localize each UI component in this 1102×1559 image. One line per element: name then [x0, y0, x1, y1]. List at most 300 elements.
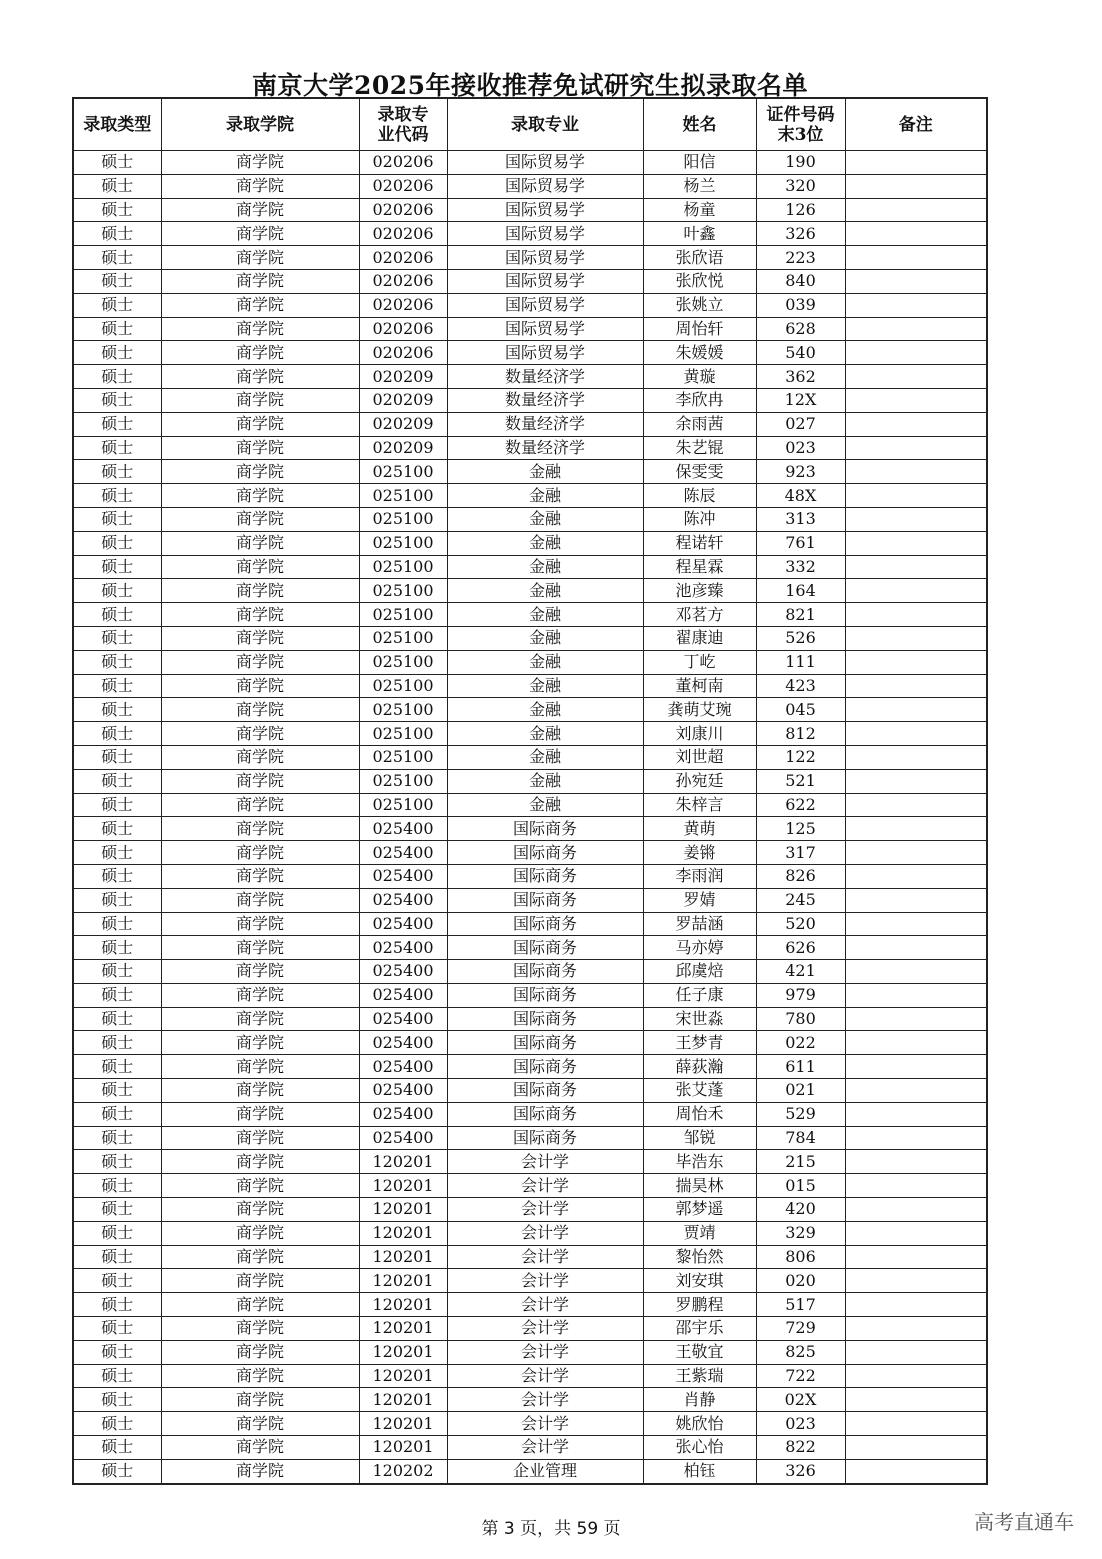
cell-admission-type: 硕士	[73, 1293, 161, 1317]
cell-college: 商学院	[161, 246, 359, 270]
cell-major-code: 020206	[359, 246, 447, 270]
cell-id-suffix: 622	[756, 793, 845, 817]
cell-name: 贾靖	[643, 1221, 756, 1245]
table-row	[73, 983, 987, 1007]
cell-college: 商学院	[161, 960, 359, 984]
cell-major-code: 025400	[359, 983, 447, 1007]
cell-id-suffix: 821	[756, 603, 845, 627]
cell-admission-type: 硕士	[73, 626, 161, 650]
header-major-code-label: 录取专业代码	[377, 104, 429, 145]
cell-major: 金融	[447, 745, 643, 769]
cell-remarks	[845, 269, 987, 293]
table-row	[73, 1126, 987, 1150]
cell-remarks	[845, 864, 987, 888]
cell-major: 国际商务	[447, 1007, 643, 1031]
cell-college: 商学院	[161, 1174, 359, 1198]
cell-id-suffix: 923	[756, 460, 845, 484]
cell-college: 商学院	[161, 1102, 359, 1126]
cell-name: 张心怡	[643, 1436, 756, 1460]
cell-major-code: 025100	[359, 555, 447, 579]
cell-remarks	[845, 1198, 987, 1222]
cell-id-suffix: 329	[756, 1221, 845, 1245]
cell-id-suffix: 023	[756, 1412, 845, 1436]
cell-id-suffix: 313	[756, 507, 845, 531]
cell-major: 金融	[447, 650, 643, 674]
cell-admission-type: 硕士	[73, 531, 161, 555]
cell-college: 商学院	[161, 1245, 359, 1269]
cell-name: 黄璇	[643, 365, 756, 389]
cell-admission-type: 硕士	[73, 983, 161, 1007]
cell-major-code: 020209	[359, 365, 447, 389]
cell-major: 国际商务	[447, 817, 643, 841]
table-row	[73, 555, 987, 579]
cell-major: 国际贸易学	[447, 317, 643, 341]
cell-remarks	[845, 960, 987, 984]
cell-id-suffix: 023	[756, 436, 845, 460]
cell-major-code: 025400	[359, 1102, 447, 1126]
cell-id-suffix: 164	[756, 579, 845, 603]
cell-major: 国际商务	[447, 1055, 643, 1079]
cell-college: 商学院	[161, 1126, 359, 1150]
cell-major: 数量经济学	[447, 365, 643, 389]
cell-id-suffix: 611	[756, 1055, 845, 1079]
cell-admission-type: 硕士	[73, 341, 161, 365]
cell-admission-type: 硕士	[73, 579, 161, 603]
cell-major: 金融	[447, 674, 643, 698]
footer-middle: 页，共	[520, 1519, 572, 1539]
table-row	[73, 507, 987, 531]
header-major-code	[359, 98, 447, 151]
cell-name: 任子康	[643, 983, 756, 1007]
table-row	[73, 1269, 987, 1293]
cell-major: 金融	[447, 603, 643, 627]
cell-name: 刘世超	[643, 745, 756, 769]
cell-major-code: 120201	[359, 1293, 447, 1317]
cell-admission-type: 硕士	[73, 650, 161, 674]
cell-admission-type: 硕士	[73, 1174, 161, 1198]
cell-admission-type: 硕士	[73, 1436, 161, 1460]
cell-name: 罗婧	[643, 888, 756, 912]
cell-major-code: 025100	[359, 698, 447, 722]
cell-major-code: 020209	[359, 436, 447, 460]
cell-id-suffix: 784	[756, 1126, 845, 1150]
cell-major-code: 025100	[359, 674, 447, 698]
cell-remarks	[845, 1174, 987, 1198]
cell-major-code: 120201	[359, 1412, 447, 1436]
cell-major-code: 020206	[359, 269, 447, 293]
table-row	[73, 650, 987, 674]
cell-major: 会计学	[447, 1388, 643, 1412]
cell-admission-type: 硕士	[73, 793, 161, 817]
cell-major: 国际商务	[447, 983, 643, 1007]
cell-major: 会计学	[447, 1245, 643, 1269]
cell-college: 商学院	[161, 1436, 359, 1460]
cell-name: 李欣冉	[643, 388, 756, 412]
cell-major: 国际商务	[447, 1079, 643, 1103]
cell-admission-type: 硕士	[73, 151, 161, 175]
cell-id-suffix: 540	[756, 341, 845, 365]
cell-major: 国际贸易学	[447, 341, 643, 365]
header-major: 录取专业	[447, 98, 643, 151]
cell-major: 金融	[447, 555, 643, 579]
cell-remarks	[845, 603, 987, 627]
cell-id-suffix: 326	[756, 222, 845, 246]
cell-remarks	[845, 793, 987, 817]
cell-college: 商学院	[161, 269, 359, 293]
cell-major-code: 025100	[359, 722, 447, 746]
cell-name: 王敬宜	[643, 1340, 756, 1364]
cell-name: 朱媛媛	[643, 341, 756, 365]
cell-major: 数量经济学	[447, 436, 643, 460]
cell-id-suffix: 729	[756, 1317, 845, 1341]
header-college: 录取学院	[161, 98, 359, 151]
admission-table	[72, 97, 988, 1485]
cell-name: 陈辰	[643, 484, 756, 508]
cell-college: 商学院	[161, 1198, 359, 1222]
cell-college: 商学院	[161, 412, 359, 436]
cell-admission-type: 硕士	[73, 960, 161, 984]
cell-name: 程星霖	[643, 555, 756, 579]
cell-college: 商学院	[161, 1459, 359, 1483]
cell-name: 肖静	[643, 1388, 756, 1412]
cell-major: 会计学	[447, 1317, 643, 1341]
cell-remarks	[845, 1317, 987, 1341]
cell-college: 商学院	[161, 674, 359, 698]
cell-college: 商学院	[161, 1293, 359, 1317]
cell-name: 朱梓言	[643, 793, 756, 817]
cell-college: 商学院	[161, 793, 359, 817]
cell-major: 国际贸易学	[447, 222, 643, 246]
cell-major: 金融	[447, 507, 643, 531]
cell-name: 姜锵	[643, 841, 756, 865]
table-row	[73, 579, 987, 603]
cell-id-suffix: 12X	[756, 388, 845, 412]
cell-major: 国际商务	[447, 864, 643, 888]
cell-name: 邱虞焙	[643, 960, 756, 984]
cell-major-code: 120201	[359, 1221, 447, 1245]
footer-total-pages: 59	[576, 1519, 599, 1539]
cell-admission-type: 硕士	[73, 1340, 161, 1364]
table-row	[73, 722, 987, 746]
cell-major: 会计学	[447, 1174, 643, 1198]
cell-remarks	[845, 1293, 987, 1317]
cell-major: 会计学	[447, 1269, 643, 1293]
cell-major-code: 025100	[359, 603, 447, 627]
cell-remarks	[845, 626, 987, 650]
cell-major-code: 025400	[359, 1079, 447, 1103]
cell-id-suffix: 812	[756, 722, 845, 746]
cell-id-suffix: 806	[756, 1245, 845, 1269]
cell-college: 商学院	[161, 817, 359, 841]
cell-admission-type: 硕士	[73, 1031, 161, 1055]
cell-admission-type: 硕士	[73, 555, 161, 579]
cell-major: 金融	[447, 531, 643, 555]
table-row	[73, 936, 987, 960]
cell-id-suffix: 780	[756, 1007, 845, 1031]
cell-college: 商学院	[161, 603, 359, 627]
cell-id-suffix: 825	[756, 1340, 845, 1364]
cell-id-suffix: 521	[756, 769, 845, 793]
cell-remarks	[845, 650, 987, 674]
cell-major-code: 120201	[359, 1245, 447, 1269]
table-row	[73, 888, 987, 912]
cell-remarks	[845, 484, 987, 508]
cell-remarks	[845, 888, 987, 912]
cell-admission-type: 硕士	[73, 174, 161, 198]
cell-college: 商学院	[161, 1031, 359, 1055]
cell-name: 周怡轩	[643, 317, 756, 341]
cell-id-suffix: 722	[756, 1364, 845, 1388]
cell-name: 罗鹏程	[643, 1293, 756, 1317]
cell-college: 商学院	[161, 436, 359, 460]
cell-remarks	[845, 983, 987, 1007]
cell-id-suffix: 190	[756, 151, 845, 175]
footer-page-number: 3	[503, 1519, 515, 1539]
cell-id-suffix: 822	[756, 1436, 845, 1460]
cell-college: 商学院	[161, 1317, 359, 1341]
cell-college: 商学院	[161, 460, 359, 484]
table-row	[73, 436, 987, 460]
table-row	[73, 1364, 987, 1388]
table-row	[73, 151, 987, 175]
cell-admission-type: 硕士	[73, 1459, 161, 1483]
cell-major-code: 025100	[359, 626, 447, 650]
cell-admission-type: 硕士	[73, 1198, 161, 1222]
cell-remarks	[845, 460, 987, 484]
table-row	[73, 484, 987, 508]
cell-major-code: 120201	[359, 1317, 447, 1341]
cell-admission-type: 硕士	[73, 198, 161, 222]
cell-major-code: 025400	[359, 936, 447, 960]
cell-remarks	[845, 246, 987, 270]
cell-college: 商学院	[161, 1412, 359, 1436]
cell-name: 叶鑫	[643, 222, 756, 246]
cell-remarks	[845, 1079, 987, 1103]
header-id-suffix	[756, 98, 845, 151]
cell-name: 张欣悦	[643, 269, 756, 293]
table-row	[73, 1031, 987, 1055]
cell-major: 国际贸易学	[447, 174, 643, 198]
cell-admission-type: 硕士	[73, 603, 161, 627]
cell-name: 阳信	[643, 151, 756, 175]
header-admission-type: 录取类型	[73, 98, 161, 151]
cell-admission-type: 硕士	[73, 1079, 161, 1103]
cell-remarks	[845, 1412, 987, 1436]
cell-major-code: 120201	[359, 1340, 447, 1364]
cell-remarks	[845, 151, 987, 175]
cell-college: 商学院	[161, 888, 359, 912]
cell-major-code: 020206	[359, 317, 447, 341]
cell-major: 金融	[447, 769, 643, 793]
cell-remarks	[845, 1364, 987, 1388]
cell-name: 杨童	[643, 198, 756, 222]
cell-college: 商学院	[161, 650, 359, 674]
cell-remarks	[845, 1269, 987, 1293]
table-row	[73, 1221, 987, 1245]
table-row	[73, 1436, 987, 1460]
cell-major-code: 025400	[359, 888, 447, 912]
cell-college: 商学院	[161, 1221, 359, 1245]
table-row	[73, 269, 987, 293]
cell-name: 邓茗方	[643, 603, 756, 627]
cell-admission-type: 硕士	[73, 222, 161, 246]
cell-name: 姚欣怡	[643, 1412, 756, 1436]
cell-name: 刘安琪	[643, 1269, 756, 1293]
cell-name: 柏钰	[643, 1459, 756, 1483]
cell-college: 商学院	[161, 531, 359, 555]
cell-id-suffix: 223	[756, 246, 845, 270]
table-row	[73, 365, 987, 389]
cell-admission-type: 硕士	[73, 365, 161, 389]
table-row	[73, 1317, 987, 1341]
cell-major-code: 025100	[359, 745, 447, 769]
cell-college: 商学院	[161, 365, 359, 389]
cell-admission-type: 硕士	[73, 936, 161, 960]
cell-major-code: 020209	[359, 412, 447, 436]
cell-major-code: 120201	[359, 1150, 447, 1174]
cell-remarks	[845, 365, 987, 389]
cell-remarks	[845, 1126, 987, 1150]
table-row	[73, 793, 987, 817]
table-row	[73, 317, 987, 341]
cell-major-code: 120201	[359, 1388, 447, 1412]
cell-name: 毕浩东	[643, 1150, 756, 1174]
cell-major-code: 025400	[359, 1126, 447, 1150]
cell-major: 国际商务	[447, 1031, 643, 1055]
cell-major: 金融	[447, 698, 643, 722]
cell-id-suffix: 761	[756, 531, 845, 555]
table-row	[73, 912, 987, 936]
cell-admission-type: 硕士	[73, 1055, 161, 1079]
cell-remarks	[845, 507, 987, 531]
cell-major-code: 025100	[359, 531, 447, 555]
table-row	[73, 864, 987, 888]
cell-major-code: 025100	[359, 484, 447, 508]
cell-admission-type: 硕士	[73, 1126, 161, 1150]
cell-name: 宋世淼	[643, 1007, 756, 1031]
cell-major: 金融	[447, 626, 643, 650]
cell-name: 罗喆涵	[643, 912, 756, 936]
cell-college: 商学院	[161, 174, 359, 198]
cell-admission-type: 硕士	[73, 388, 161, 412]
cell-admission-type: 硕士	[73, 246, 161, 270]
cell-admission-type: 硕士	[73, 436, 161, 460]
cell-college: 商学院	[161, 317, 359, 341]
table-row	[73, 1340, 987, 1364]
cell-major-code: 020206	[359, 151, 447, 175]
cell-college: 商学院	[161, 626, 359, 650]
cell-major: 金融	[447, 722, 643, 746]
cell-remarks	[845, 317, 987, 341]
cell-admission-type: 硕士	[73, 1364, 161, 1388]
cell-major: 国际贸易学	[447, 269, 643, 293]
table-row	[73, 1150, 987, 1174]
cell-major: 国际贸易学	[447, 246, 643, 270]
cell-id-suffix: 111	[756, 650, 845, 674]
cell-admission-type: 硕士	[73, 841, 161, 865]
cell-id-suffix: 628	[756, 317, 845, 341]
cell-admission-type: 硕士	[73, 1317, 161, 1341]
cell-admission-type: 硕士	[73, 507, 161, 531]
cell-remarks	[845, 1459, 987, 1483]
cell-remarks	[845, 722, 987, 746]
watermark: 高考直通车	[974, 1510, 1074, 1534]
cell-major: 会计学	[447, 1150, 643, 1174]
cell-remarks	[845, 936, 987, 960]
cell-major-code: 120201	[359, 1364, 447, 1388]
table-row	[73, 1245, 987, 1269]
cell-remarks	[845, 579, 987, 603]
table-row	[73, 1459, 987, 1483]
table-row	[73, 1174, 987, 1198]
table-row	[73, 1412, 987, 1436]
cell-id-suffix: 332	[756, 555, 845, 579]
table-row	[73, 412, 987, 436]
cell-name: 邹锐	[643, 1126, 756, 1150]
cell-major: 企业管理	[447, 1459, 643, 1483]
cell-id-suffix: 027	[756, 412, 845, 436]
table-row	[73, 1007, 987, 1031]
cell-admission-type: 硕士	[73, 674, 161, 698]
cell-remarks	[845, 1245, 987, 1269]
cell-id-suffix: 48X	[756, 484, 845, 508]
cell-major: 会计学	[447, 1198, 643, 1222]
table-row	[73, 174, 987, 198]
cell-major-code: 120201	[359, 1174, 447, 1198]
cell-id-suffix: 015	[756, 1174, 845, 1198]
cell-major: 金融	[447, 579, 643, 603]
cell-admission-type: 硕士	[73, 698, 161, 722]
cell-name: 朱艺锟	[643, 436, 756, 460]
cell-name: 张艾蓬	[643, 1079, 756, 1103]
table-row	[73, 341, 987, 365]
cell-major: 会计学	[447, 1221, 643, 1245]
table-row	[73, 1055, 987, 1079]
table-row	[73, 698, 987, 722]
cell-major: 数量经济学	[447, 388, 643, 412]
cell-id-suffix: 045	[756, 698, 845, 722]
table-row	[73, 603, 987, 627]
page-footer	[0, 1514, 1102, 1539]
cell-major-code: 120201	[359, 1436, 447, 1460]
cell-college: 商学院	[161, 745, 359, 769]
cell-major-code: 025100	[359, 650, 447, 674]
cell-major-code: 020206	[359, 222, 447, 246]
cell-id-suffix: 122	[756, 745, 845, 769]
cell-major: 会计学	[447, 1340, 643, 1364]
cell-id-suffix: 840	[756, 269, 845, 293]
cell-name: 孙宛廷	[643, 769, 756, 793]
table-row	[73, 1079, 987, 1103]
table-row	[73, 841, 987, 865]
cell-id-suffix: 520	[756, 912, 845, 936]
table-row	[73, 817, 987, 841]
cell-id-suffix: 020	[756, 1269, 845, 1293]
cell-major-code: 025400	[359, 841, 447, 865]
cell-remarks	[845, 1388, 987, 1412]
cell-id-suffix: 421	[756, 960, 845, 984]
cell-admission-type: 硕士	[73, 317, 161, 341]
cell-admission-type: 硕士	[73, 1388, 161, 1412]
cell-name: 李雨润	[643, 864, 756, 888]
table-header-row	[73, 98, 987, 151]
table-row	[73, 1198, 987, 1222]
cell-remarks	[845, 388, 987, 412]
cell-id-suffix: 021	[756, 1079, 845, 1103]
cell-remarks	[845, 769, 987, 793]
footer-prefix: 第	[481, 1519, 499, 1539]
cell-name: 王紫瑞	[643, 1364, 756, 1388]
